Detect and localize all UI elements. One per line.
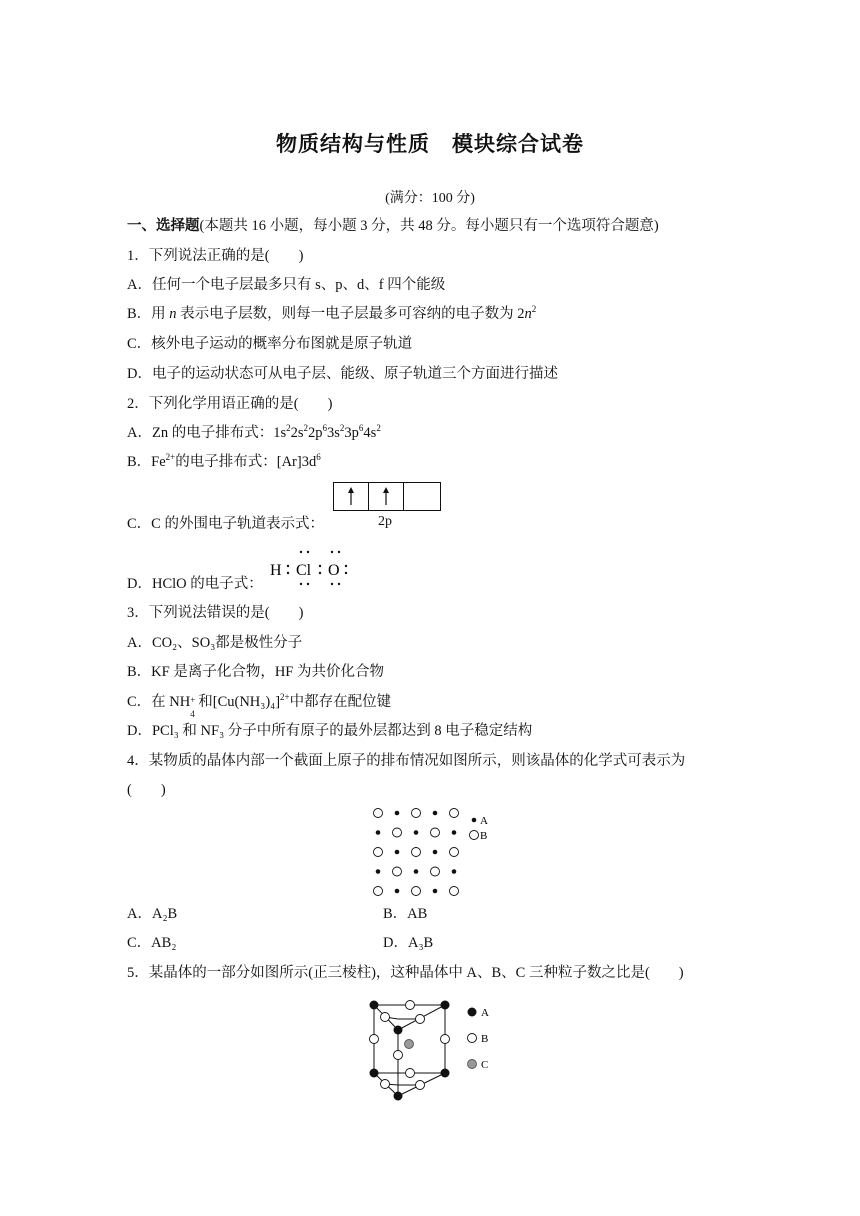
- q2-option-c: C．C 的外围电子轨道表示式：: [127, 516, 324, 532]
- q2-stem: 2．下列化学用语正确的是( ): [127, 396, 333, 412]
- lattice-atom-a: [433, 850, 438, 855]
- atom-c: [405, 1040, 414, 1049]
- lattice-atom-b: [374, 848, 383, 857]
- lattice-atom-b: [412, 848, 421, 857]
- q5-prism-figure: [360, 995, 500, 1112]
- atom-a: [441, 1001, 450, 1010]
- q3-stem: 3．下列说法错误的是( ): [127, 605, 304, 621]
- atom-b: [381, 1080, 390, 1089]
- lattice-atom-a: [395, 889, 400, 894]
- legend-label-a: A: [481, 1007, 489, 1019]
- lattice-atom-b: [374, 809, 383, 818]
- q3-c-post: 中都存在配位键: [289, 694, 392, 710]
- lattice-atom-a: [395, 850, 400, 855]
- atom-b: [416, 1015, 425, 1024]
- lattice-atom-b: [412, 809, 421, 818]
- q1-b-n: n: [169, 306, 177, 322]
- lattice-atom-a: [433, 889, 438, 894]
- atom-a: [394, 1026, 403, 1035]
- prism-svg: [360, 995, 500, 1107]
- config-sup: 2: [286, 423, 291, 434]
- lattice-atom-a: [414, 869, 419, 874]
- legend-label-b: B: [480, 830, 488, 842]
- lattice-atom-b: [450, 887, 459, 896]
- config-orbital: 3p: [344, 425, 359, 441]
- lattice-atom-b: [393, 828, 402, 837]
- score-note: (满分：100 分): [385, 191, 475, 206]
- lattice-atom-b: [412, 887, 421, 896]
- page-title: 物质结构与性质 模块综合试卷: [276, 132, 584, 156]
- config-sup: 2: [339, 423, 345, 434]
- config-sup: 2: [303, 423, 309, 434]
- q3-option-b: B．KF 是离子化合物，HF 为共价化合物: [127, 664, 384, 680]
- config-orbital: 3s: [327, 425, 340, 441]
- atom-a: [370, 1001, 379, 1010]
- q2-b-mid: 的电子排布式：[Ar]3d: [175, 454, 317, 470]
- q3-c-mid: 和[Cu(NH₃)₄]: [198, 694, 281, 710]
- q1-option-c: C．核外电子运动的概率分布图就是原子轨道: [127, 336, 413, 352]
- legend-label-c: C: [481, 1059, 489, 1071]
- atom-b: [406, 1069, 415, 1078]
- q1-option-d: D．电子的运动状态可从电子层、能级、原子轨道三个方面进行描述: [127, 366, 558, 382]
- q4-option-c: C．AB₂: [127, 935, 177, 951]
- atom-b: [406, 1001, 415, 1010]
- lattice-atom-a: [414, 830, 419, 835]
- atom-b: [381, 1013, 390, 1022]
- q2-a-pre: A．Zn 的电子排布式：1s: [127, 425, 287, 441]
- lattice-atom-a: [452, 830, 457, 835]
- q5-stem: 5．某晶体的一部分如图所示(正三棱柱)，这种晶体中 A、B、C 三种粒子数之比是( ): [127, 965, 684, 981]
- q1-b-mid: 表示电子层数，则每一电子层最多可容纳的电子数为 2: [176, 306, 525, 322]
- up-arrow-icon: [369, 483, 403, 510]
- orbital-box: [404, 483, 440, 510]
- hclo-electron-formula: [268, 548, 363, 591]
- q4-stem: 4．某物质的晶体内部一个截面上原子的排布情况如图所示，则该晶体的化学式可表示为: [127, 753, 686, 769]
- legend-dot-a: [468, 1008, 477, 1017]
- config-orbital: 4s: [363, 425, 377, 441]
- orbital-box: [369, 483, 404, 510]
- legend-circle-b: [470, 831, 479, 840]
- svg-text:O: O: [328, 562, 340, 579]
- lattice-atom-b: [374, 887, 383, 896]
- lattice-atom-a: [376, 830, 381, 835]
- q4-lattice-figure: [368, 803, 498, 903]
- svg-text:Cl: Cl: [296, 562, 312, 579]
- lattice-atom-a: [395, 811, 400, 816]
- lattice-atom-b: [393, 867, 402, 876]
- atom-b: [394, 1051, 403, 1060]
- legend-label-a: A: [480, 815, 488, 827]
- atom-a: [441, 1069, 450, 1078]
- q3-option-c: C．在 NH + 4 和$[Cu(NH_3)_4]^{2+}$中都存在配位键: [127, 692, 392, 719]
- legend-label-b: B: [481, 1033, 489, 1045]
- lattice-atom-b: [431, 867, 440, 876]
- config-sup: 6: [358, 423, 364, 434]
- legend-dot-c: [468, 1060, 477, 1069]
- config-orbital: 2s: [290, 425, 304, 441]
- up-arrow-icon: [334, 483, 368, 510]
- lattice-atom-b: [450, 848, 459, 857]
- q2-option-a: [127, 423, 381, 443]
- q2-b-charge: 2+: [165, 452, 176, 463]
- q3-c-sup2: 2+: [280, 692, 290, 703]
- q2-b-sup: 6: [316, 452, 321, 463]
- config-orbital: 2p: [308, 425, 323, 441]
- section-title: 一、选择题: [127, 218, 200, 234]
- lattice-atom-b: [450, 809, 459, 818]
- config-sup: 6: [322, 423, 328, 434]
- orbital-label: 2p: [378, 514, 392, 529]
- lattice-atom-a: [433, 811, 438, 816]
- q4-option-b: B．AB: [383, 906, 428, 922]
- q1-b-sup: 2: [531, 304, 537, 315]
- atom-b: [441, 1035, 450, 1044]
- atom-b: [416, 1081, 425, 1090]
- lattice-atom-b: [431, 828, 440, 837]
- q1-option-a: A．任何一个电子层最多只有 s、p、d、f 四个能级: [127, 277, 446, 293]
- config-sup: 2: [376, 423, 381, 434]
- q3-option-a: A．CO₂、SO₃都是极性分子: [127, 635, 303, 651]
- q3-option-d: D．PCl₃ 和 NF₃ 分子中所有原子的最外层都达到 8 电子稳定结构: [127, 723, 533, 739]
- q4-option-a: A．A₂B: [127, 906, 178, 922]
- atom-b: [370, 1035, 379, 1044]
- q2-option-d: D．HClO 的电子式：: [127, 576, 263, 592]
- lattice-atom-a: [452, 869, 457, 874]
- orbital-diagram: [333, 482, 441, 511]
- q3-c-pre: C．在 NH: [127, 694, 191, 710]
- lattice-atom-a: [376, 869, 381, 874]
- atom-a: [394, 1092, 403, 1101]
- legend-dot-a: [472, 818, 477, 823]
- section-desc: (本题共 16 小题，每小题 3 分，共 48 分。每小题只有一个选项符合题意): [199, 218, 659, 234]
- q1-stem: 1．下列说法正确的是( ): [127, 248, 304, 264]
- q4-option-d: D．A₃B: [383, 935, 434, 951]
- q1-b-pre: B．用: [127, 306, 170, 322]
- q1-option-b: [127, 304, 536, 324]
- q1-b-n2: n: [524, 306, 532, 322]
- q4-stem-bracket: ( ): [127, 782, 166, 798]
- orbital-box: [334, 483, 369, 510]
- q2-b-pre: B．Fe: [127, 454, 166, 470]
- svg-text:H: H: [270, 562, 282, 579]
- legend-circle-b: [468, 1034, 477, 1043]
- section-heading: [127, 216, 659, 236]
- q2-option-b: [127, 452, 321, 472]
- atom-a: [370, 1069, 379, 1078]
- lattice-svg: [368, 803, 498, 898]
